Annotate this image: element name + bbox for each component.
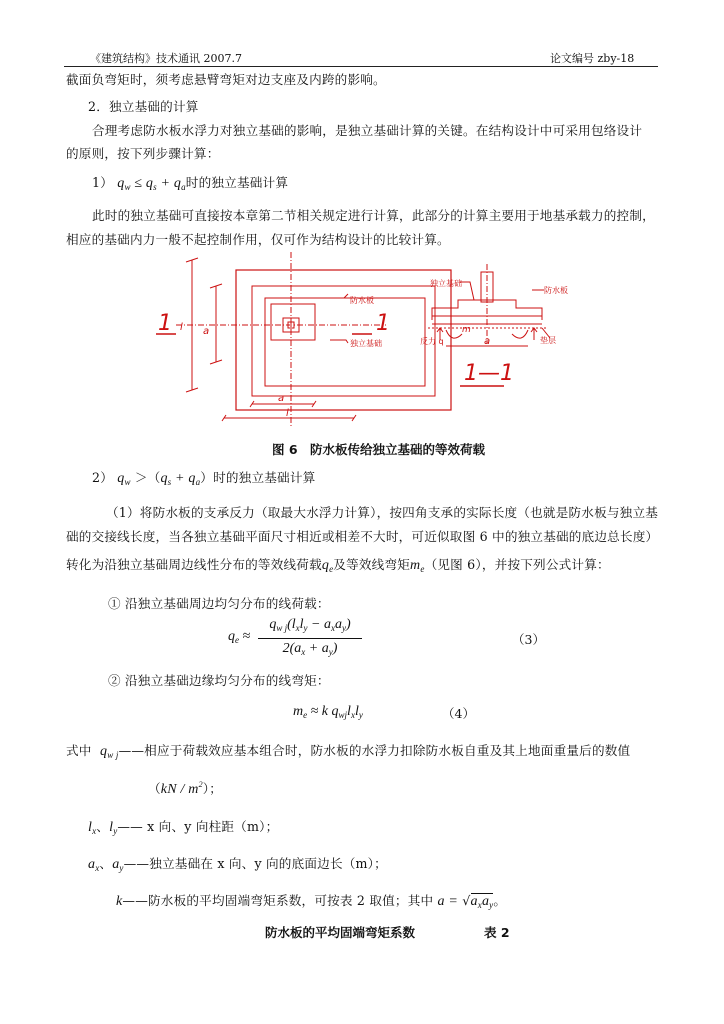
definition-unit: $(kN / m^2)$； [148, 780, 223, 797]
sec-title: 1—1 [464, 361, 514, 386]
definition-qwj: 式中 $q_{w j}——$相应于荷载效应基本组合时，防水板的水浮力扣除防水板自重及其上地面重量后的数值 [66, 743, 631, 760]
label-ly: l [180, 322, 183, 333]
sec-label-me: m [462, 325, 471, 335]
eq4-formula: $m_e \approx k$ $q_{wj}l_xl_y$ [293, 704, 363, 720]
definition-k: k——防水板的平均固端弯矩系数，可按表 2 取值；其中 $a = √a_xa_y$。 [116, 893, 507, 910]
section-mark-right: 1 [376, 311, 390, 336]
sec-label-a: a [484, 336, 491, 347]
figure-6 [140, 248, 610, 438]
plan-footing-tier-2 [265, 298, 425, 386]
section-mark-left: 1 [158, 311, 172, 336]
eq3-denominator: $2(a_x + a_y)$ [282, 641, 338, 657]
journal-header: 《建筑结构》技术通讯 2007.7 [90, 52, 242, 65]
sec-label-support: 反力 q [420, 337, 444, 346]
item-2: ② 沿独立基础边缘均匀分布的线弯矩： [108, 673, 330, 688]
sec-label-slab: 防水板 [544, 286, 568, 295]
label-lx: l [286, 408, 289, 419]
item-1: ① 沿独立基础周边均匀分布的线荷载： [108, 596, 330, 611]
paper-number: 论文编号 zby-18 [550, 52, 635, 65]
eq3-fraction-bar [258, 638, 362, 639]
label-footing: 独立基础 [350, 339, 382, 348]
paragraph-0: 截面负弯矩时，须考虑悬臂弯矩对边支座及内跨的影响。 [66, 72, 386, 87]
leader-sec-footing [460, 282, 474, 300]
paragraph-3-line-3: 转化为沿独立基础周边线性分布的等效线荷载$q_e$及等效线弯矩$m_e$（见图 6），并按下列公式计算： [66, 557, 610, 574]
definition-l: $l_x$、$l_y——$ x 向、y 向柱距（m）； [88, 819, 279, 836]
label-ay: a [203, 326, 210, 337]
table-2-number: 表 2 [484, 925, 510, 940]
section-view [428, 264, 550, 346]
sec-label-footing: 独立基础 [430, 279, 462, 288]
section-heading-2: 2．独立基础的计算 [88, 99, 199, 114]
moment-arc-right [512, 330, 528, 338]
plan-footing-outer [252, 286, 435, 396]
moment-arc-left [446, 330, 462, 338]
definition-a: $a_x$、$a_y——$独立基础在 x 向、y 向的底面边长（m）； [88, 856, 387, 873]
paragraph-2-line-1: 此时的独立基础可直接按本章第二节相关规定进行计算，此部分的计算主要用于地基承载力的控制， [92, 208, 655, 223]
header-rule [64, 66, 658, 67]
case-1-heading: 1） $q_w \le q_s + q_a$时的独立基础计算 [92, 175, 289, 192]
label-slab: 防水板 [350, 296, 374, 305]
paragraph-1-line-2: 的原则，按下列步骤计算： [66, 146, 220, 161]
case-2-heading: 2） $q_w >(q_s + q_a)$时的独立基础计算 [92, 470, 316, 487]
eq4-number: （4） [442, 706, 475, 721]
eq3-number: （3） [512, 632, 545, 647]
figure-caption: 图 6 防水板传给独立基础的等效荷载 [272, 442, 486, 457]
plan-view [156, 252, 451, 428]
paragraph-3-line-1: （1）将防水板的支承反力（取最大水浮力计算），按四角支承的实际长度（也就是防水板与独立基 [106, 505, 659, 520]
leader-footing [330, 340, 348, 343]
paragraph-1-line-1: 合理考虑防水板水浮力对独立基础的影响，是独立基础计算的关键。在结构设计中可采用包络设计 [92, 123, 643, 138]
paragraph-3-line-2: 础的交接线长度，当各独立基础平面尺寸相近或相差不大时，可近似取图 6 中的独立基础的底边总长度） [66, 529, 659, 544]
plan-labels [158, 295, 390, 419]
eq3-lhs: $q_e$ ≈ [228, 629, 251, 645]
paragraph-2-line-2: 相应的基础内力一般不起控制作用，仅可作为结构设计的比较计算。 [66, 232, 450, 247]
table-2-title: 防水板的平均固端弯矩系数 [265, 925, 416, 940]
eq3-numerator: $q_{w j}(l_xl_y - a_xa_y)$ [269, 617, 351, 633]
sec-label-cushion: 垫层 [540, 336, 556, 345]
leader-slab [330, 294, 348, 298]
label-ax: a [278, 393, 285, 404]
